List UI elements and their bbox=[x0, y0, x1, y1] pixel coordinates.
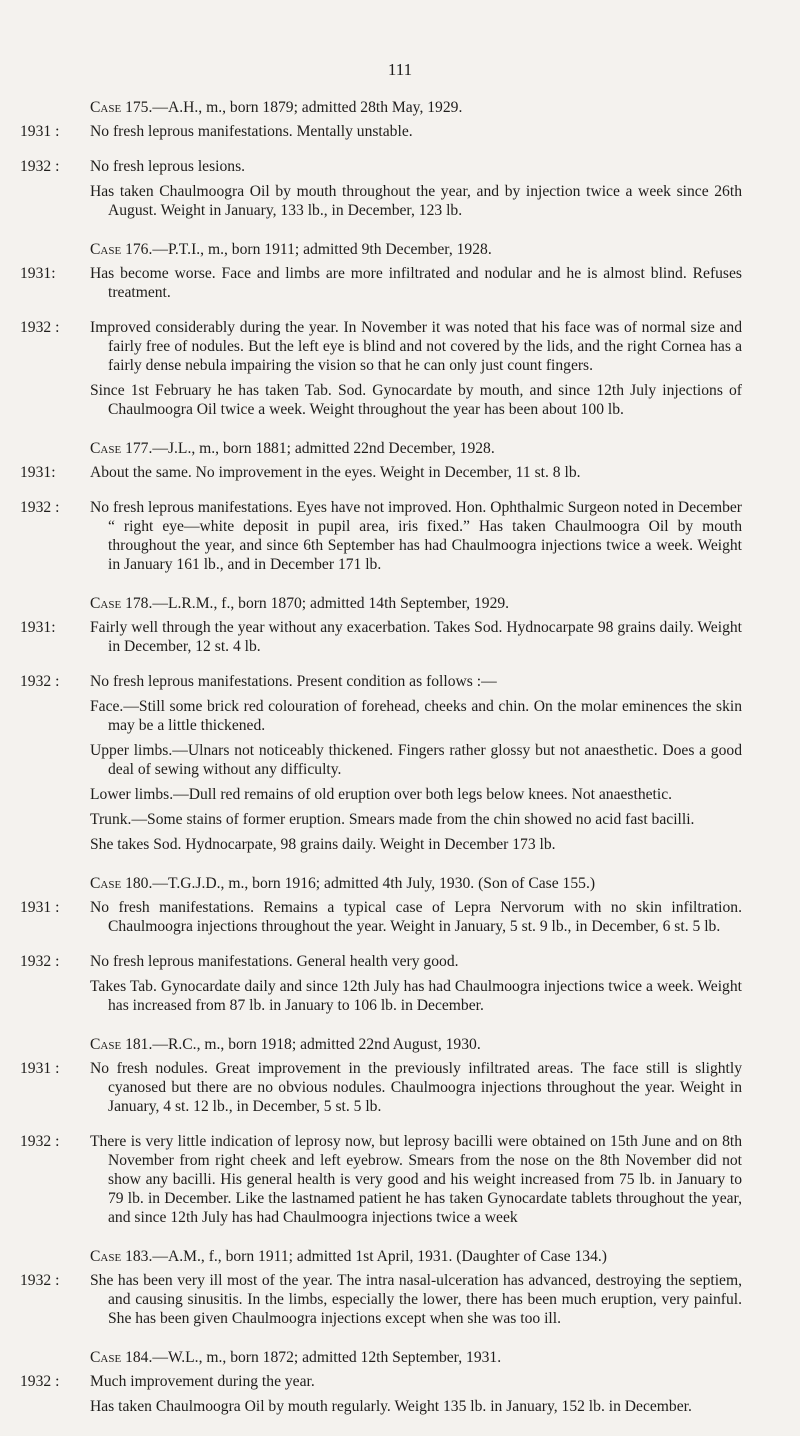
year-label: 1931 : bbox=[20, 1060, 60, 1077]
entry-paragraph: No fresh manifestations. Remains a typical case of Lepra Nervorum with no skin infiltration. Chaulmoogra injections throughout the year. Weight in January, 5 st. 9 lb., in December, 6 st. 5 lb. bbox=[90, 899, 742, 935]
entry-paragraph: Face.—Still some brick red colouration of forehead, cheeks and chin. On the molar eminences the skin may be a little thickened. bbox=[90, 698, 742, 734]
year-label: 1932 : bbox=[20, 319, 60, 336]
year-label: 1932 : bbox=[20, 158, 60, 175]
case-details: —W.L., m., born 1872; admitted 12th September, 1931. bbox=[152, 1349, 502, 1366]
year-entry bbox=[0, 498, 800, 580]
case-records bbox=[0, 98, 800, 1436]
case-details: —A.H., m., born 1879; admitted 28th May, 1929. bbox=[152, 99, 463, 116]
entry-paragraph: Since 1st February he has taken Tab. Sod. Gynocardate by mouth, and since 12th July injections of Chaulmoogra Oil twice a week. Weight throughout the year has been about 100 lb. bbox=[90, 382, 742, 418]
case-record bbox=[0, 1247, 800, 1334]
case-details: —R.C., m., born 1918; admitted 22nd August, 1930. bbox=[152, 1036, 481, 1053]
case-details: —J.L., m., born 1881; admitted 22nd December, 1928. bbox=[152, 440, 495, 457]
entry-body bbox=[90, 157, 742, 226]
year-label: 1932 : bbox=[20, 1272, 60, 1289]
entry-body bbox=[90, 1271, 742, 1334]
entry-paragraph: Takes Tab. Gynocardate daily and since 12th July has had Chaulmoogra injections twice a week. Weight has increased from 87 lb. in January to 106 lb. in December. bbox=[90, 978, 742, 1014]
year-label: 1931: bbox=[20, 265, 56, 282]
entry-body bbox=[90, 122, 742, 147]
entry-body bbox=[90, 1372, 742, 1422]
case-number: Case 177. bbox=[90, 440, 153, 457]
year-entry bbox=[0, 952, 800, 1021]
entry-paragraph: Has taken Chaulmoogra Oil by mouth throughout the year, and by injection twice a week since 26th August. Weight in January, 133 lb., in December, 123 lb. bbox=[90, 183, 742, 219]
year-entry bbox=[0, 318, 800, 425]
case-heading bbox=[90, 874, 740, 894]
entry-paragraph: Has taken Chaulmoogra Oil by mouth regularly. Weight 135 lb. in January, 152 lb. in December. bbox=[90, 1398, 692, 1415]
entry-body bbox=[90, 498, 742, 580]
year-label: 1931 : bbox=[20, 123, 60, 140]
entry-paragraph: No fresh leprous manifestations. General health very good. bbox=[90, 953, 459, 970]
entry-body bbox=[90, 318, 742, 425]
entry-body bbox=[90, 898, 742, 942]
year-label: 1932 : bbox=[20, 499, 60, 516]
case-number: Case 184. bbox=[90, 1349, 153, 1366]
case-heading bbox=[90, 1348, 740, 1368]
entry-paragraph: Upper limbs.—Ulnars not noticeably thickened. Fingers rather glossy but not anaesthetic. Does a good deal of sewing without any difficulty. bbox=[90, 742, 742, 778]
year-entry bbox=[0, 157, 800, 226]
year-label: 1932 : bbox=[20, 1373, 60, 1390]
entry-paragraph: No fresh leprous manifestations. Eyes have not improved. Hon. Ophthalmic Surgeon noted in December “ right eye—white deposit in pupil area, iris fixed.” Has taken Chaulmoogra Oil by mouth throughout the year, and since 6th September has had Chaulmoogra injections twice a week. Weight in January 161 lb., and in December 171 lb. bbox=[90, 499, 742, 573]
case-heading bbox=[90, 240, 740, 260]
year-label: 1931: bbox=[20, 619, 56, 636]
case-number: Case 181. bbox=[90, 1036, 153, 1053]
case-number: Case 175. bbox=[90, 99, 153, 116]
case-heading bbox=[90, 439, 740, 459]
entry-paragraph: No fresh nodules. Great improvement in the previously infiltrated areas. The face still is slightly cyanosed but there are no obvious nodules. Chaulmoogra injections throughout the year. Weight in January, 4 st. 12 lb., in December, 5 st. 5 lb. bbox=[90, 1060, 742, 1115]
entry-body bbox=[90, 672, 742, 860]
case-number: Case 180. bbox=[90, 875, 153, 892]
entry-paragraph: Has become worse. Face and limbs are more infiltrated and nodular and he is almost blind. Refuses treatment. bbox=[90, 265, 742, 301]
entry-paragraph: There is very little indication of leprosy now, but leprosy bacilli were obtained on 15th June and on 8th November from right cheek and left eyebrow. Smears from the nose on the 8th November did not show any bacilli. His general health is very good and his weight increased from 75 lb. in January to 79 lb. in December. Like the lastnamed patient he has taken Gynocardate tablets throughout the year, and since 12th July has had Chaulmoogra injections twice a week bbox=[90, 1133, 742, 1226]
entry-paragraph: She takes Sod. Hydnocarpate, 98 grains daily. Weight in December 173 lb. bbox=[90, 836, 556, 853]
case-heading bbox=[90, 1035, 740, 1055]
case-record bbox=[0, 1348, 800, 1422]
case-details: —A.M., f., born 1911; admitted 1st April, 1931. (Daughter of Case 134.) bbox=[152, 1248, 607, 1265]
case-details: —P.T.I., m., born 1911; admitted 9th December, 1928. bbox=[152, 241, 492, 258]
year-entry bbox=[0, 618, 800, 662]
entry-paragraph: She has been very ill most of the year. The intra nasal-ulceration has advanced, destroying the septiem, and causing sinusitis. In the limbs, especially the lower, there has been much eruption, very painful. She has been given Chaulmoogra injections except when she was too ill. bbox=[90, 1272, 742, 1327]
case-record bbox=[0, 439, 800, 580]
case-heading bbox=[90, 98, 740, 118]
year-entry bbox=[0, 463, 800, 488]
entry-paragraph: Improved considerably during the year. In November it was noted that his face was of normal size and fairly free of nodules. But the left eye is blind and not covered by the lids, and the right Cornea has a fairly dense nebula impairing the vision so that he can only just count fingers. bbox=[90, 319, 742, 374]
entry-paragraph: Much improvement during the year. bbox=[90, 1373, 315, 1390]
case-number: Case 176. bbox=[90, 241, 153, 258]
entry-paragraph: Lower limbs.—Dull red remains of old eruption over both legs below knees. Not anaesthetic. bbox=[90, 786, 673, 803]
year-label: 1931: bbox=[20, 464, 56, 481]
case-number: Case 178. bbox=[90, 595, 153, 612]
case-number: Case 183. bbox=[90, 1248, 153, 1265]
entry-body bbox=[90, 264, 742, 308]
entry-paragraph: Trunk.—Some stains of former eruption. Smears made from the chin showed no acid fast bacilli. bbox=[90, 811, 695, 828]
entry-body bbox=[90, 1132, 742, 1233]
year-entry bbox=[0, 1372, 800, 1422]
year-entry bbox=[0, 264, 800, 308]
year-entry bbox=[0, 898, 800, 942]
entry-paragraph: No fresh leprous manifestations. Present condition as follows :— bbox=[90, 673, 497, 690]
year-entry bbox=[0, 1132, 800, 1233]
case-details: —L.R.M., f., born 1870; admitted 14th September, 1929. bbox=[152, 595, 510, 612]
case-record bbox=[0, 240, 800, 425]
case-heading bbox=[90, 1247, 740, 1267]
page-number: 111 bbox=[387, 60, 413, 79]
case-details: —T.G.J.D., m., born 1916; admitted 4th July, 1930. (Son of Case 155.) bbox=[152, 875, 596, 892]
year-entry bbox=[0, 1271, 800, 1334]
case-record bbox=[0, 874, 800, 1021]
entry-paragraph: Fairly well through the year without any exacerbation. Takes Sod. Hydnocarpate 98 grains daily. Weight in December, 12 st. 4 lb. bbox=[90, 619, 742, 655]
year-entry bbox=[0, 672, 800, 860]
entry-paragraph: No fresh leprous manifestations. Mentally unstable. bbox=[90, 123, 413, 140]
case-record bbox=[0, 594, 800, 860]
year-label: 1932 : bbox=[20, 673, 60, 690]
entry-body bbox=[90, 463, 742, 488]
year-entry bbox=[0, 122, 800, 147]
entry-body bbox=[90, 618, 742, 662]
year-label: 1932 : bbox=[20, 1133, 60, 1150]
year-label: 1931 : bbox=[20, 899, 60, 916]
case-record bbox=[0, 98, 800, 226]
entry-paragraph: No fresh leprous lesions. bbox=[90, 158, 246, 175]
entry-body bbox=[90, 1059, 742, 1122]
entry-paragraph: About the same. No improvement in the eyes. Weight in December, 11 st. 8 lb. bbox=[90, 464, 581, 481]
entry-body bbox=[90, 952, 742, 1021]
case-heading bbox=[90, 594, 740, 614]
case-record bbox=[0, 1035, 800, 1233]
year-label: 1932 : bbox=[20, 953, 60, 970]
year-entry bbox=[0, 1059, 800, 1122]
